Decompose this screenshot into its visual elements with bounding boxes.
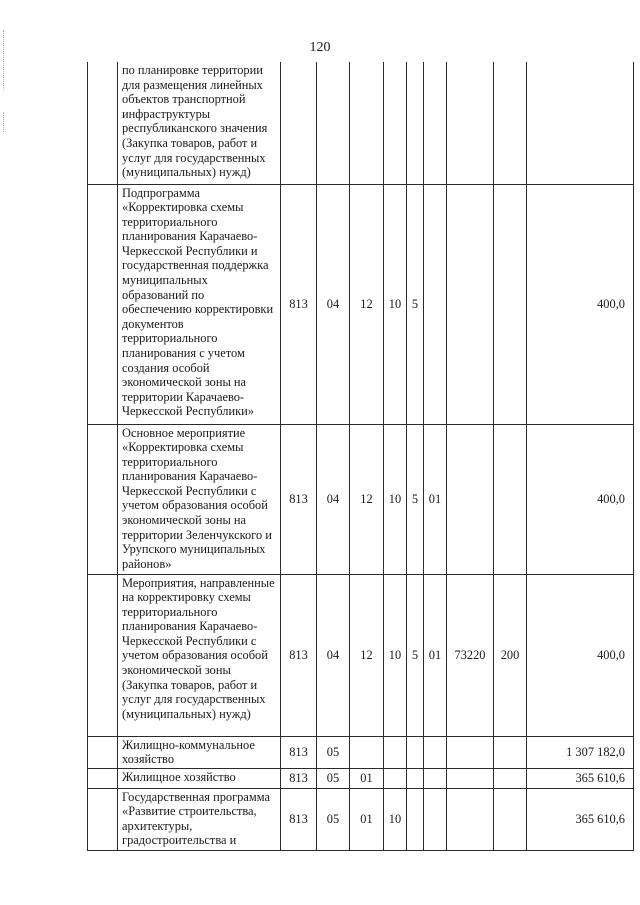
item-name-cell: по планировке территории для размещения линейных объектов транспортной инфраструктуры республиканского значения (Закупка товаров, работ и услуг для государственных (муниципальных) нужд) xyxy=(118,62,281,184)
subprogram-code-cell: 5 xyxy=(407,184,424,424)
item-name-cell: Жилищное хозяйство xyxy=(118,768,281,788)
table-row xyxy=(88,736,634,768)
ministry-code-cell: 813 xyxy=(281,736,317,768)
subprogram-code-cell xyxy=(407,788,424,850)
amount-cell: 400,0 xyxy=(527,424,634,574)
amount-cell: 365 610,6 xyxy=(527,788,634,850)
section-code-cell: 04 xyxy=(317,424,350,574)
subprogram-code-cell: 5 xyxy=(407,424,424,574)
subsection-code-cell xyxy=(350,736,384,768)
table-row xyxy=(88,768,634,788)
table-row xyxy=(88,788,634,850)
binding-margin-marks xyxy=(3,30,6,90)
table-row xyxy=(88,574,634,736)
expense-type-cell xyxy=(494,736,527,768)
item-name-cell: Мероприятия, направленные на корректировку схемы территориального планирования Карачаево-Черкесской Республики с учетом образования особой экономической зоны (Закупка товаров, работ и услуг для государственных (муниципальных) нужд) xyxy=(118,574,281,736)
program-code-cell xyxy=(384,736,407,768)
program-code-cell: 10 xyxy=(384,788,407,850)
row-number-cell xyxy=(88,574,118,736)
item-name-cell: Государственная программа «Развитие строительства, архитектуры, градостроительства и xyxy=(118,788,281,850)
expense-type-cell xyxy=(494,184,527,424)
event-code-cell: 01 xyxy=(424,424,447,574)
subsection-code-cell: 12 xyxy=(350,424,384,574)
subsection-code-cell: 12 xyxy=(350,184,384,424)
subsection-code-cell: 12 xyxy=(350,574,384,736)
row-number-cell xyxy=(88,184,118,424)
ministry-code-cell: 813 xyxy=(281,768,317,788)
program-code-cell xyxy=(384,62,407,184)
subprogram-code-cell xyxy=(407,62,424,184)
expense-type-cell xyxy=(494,788,527,850)
table-row xyxy=(88,62,634,184)
section-code-cell: 05 xyxy=(317,736,350,768)
subsection-code-cell: 01 xyxy=(350,788,384,850)
amount-cell: 1 307 182,0 xyxy=(527,736,634,768)
row-number-cell xyxy=(88,424,118,574)
table-row xyxy=(88,424,634,574)
subsection-code-cell: 01 xyxy=(350,768,384,788)
program-code-cell: 10 xyxy=(384,574,407,736)
subprogram-code-cell: 5 xyxy=(407,574,424,736)
event-code-cell xyxy=(424,184,447,424)
ministry-code-cell: 813 xyxy=(281,788,317,850)
item-name-cell: Основное мероприятие «Корректировка схемы территориального планирования Карачаево-Черкесской Республики с учетом образования особой экономической зоны на территории Зеленчукского и Урупского муниципальных районов» xyxy=(118,424,281,574)
direction-code-cell xyxy=(447,768,494,788)
budget-table xyxy=(87,62,634,851)
ministry-code-cell xyxy=(281,62,317,184)
expense-type-cell xyxy=(494,62,527,184)
row-number-cell xyxy=(88,62,118,184)
section-code-cell: 05 xyxy=(317,768,350,788)
event-code-cell xyxy=(424,62,447,184)
program-code-cell xyxy=(384,768,407,788)
event-code-cell xyxy=(424,768,447,788)
subprogram-code-cell xyxy=(407,768,424,788)
event-code-cell xyxy=(424,788,447,850)
ministry-code-cell: 813 xyxy=(281,424,317,574)
program-code-cell: 10 xyxy=(384,424,407,574)
item-name-cell: Подпрограмма «Корректировка схемы территориального планирования Карачаево-Черкесской Республики и государственная поддержка муниципальных образований по обеспечению корректировки документов территориального планирования с учетом создания особой экономической зоны на территории Карачаево-Черкесской Республики» xyxy=(118,184,281,424)
section-code-cell: 05 xyxy=(317,788,350,850)
section-code-cell: 04 xyxy=(317,184,350,424)
direction-code-cell xyxy=(447,736,494,768)
section-code-cell: 04 xyxy=(317,574,350,736)
row-number-cell xyxy=(88,736,118,768)
direction-code-cell xyxy=(447,788,494,850)
event-code-cell: 01 xyxy=(424,574,447,736)
expense-type-cell xyxy=(494,768,527,788)
direction-code-cell xyxy=(447,424,494,574)
direction-code-cell: 73220 xyxy=(447,574,494,736)
amount-cell: 365 610,6 xyxy=(527,768,634,788)
expense-type-cell: 200 xyxy=(494,574,527,736)
page-number: 120 xyxy=(309,40,331,55)
row-number-cell xyxy=(88,768,118,788)
expense-type-cell xyxy=(494,424,527,574)
program-code-cell: 10 xyxy=(384,184,407,424)
section-code-cell xyxy=(317,62,350,184)
amount-cell xyxy=(527,62,634,184)
item-name-cell: Жилищно-коммунальное хозяйство xyxy=(118,736,281,768)
ministry-code-cell: 813 xyxy=(281,574,317,736)
amount-cell: 400,0 xyxy=(527,184,634,424)
ministry-code-cell: 813 xyxy=(281,184,317,424)
direction-code-cell xyxy=(447,62,494,184)
row-number-cell xyxy=(88,788,118,850)
direction-code-cell xyxy=(447,184,494,424)
subsection-code-cell xyxy=(350,62,384,184)
amount-cell: 400,0 xyxy=(527,574,634,736)
subprogram-code-cell xyxy=(407,736,424,768)
event-code-cell xyxy=(424,736,447,768)
table-row xyxy=(88,184,634,424)
binding-margin-marks xyxy=(3,112,6,132)
